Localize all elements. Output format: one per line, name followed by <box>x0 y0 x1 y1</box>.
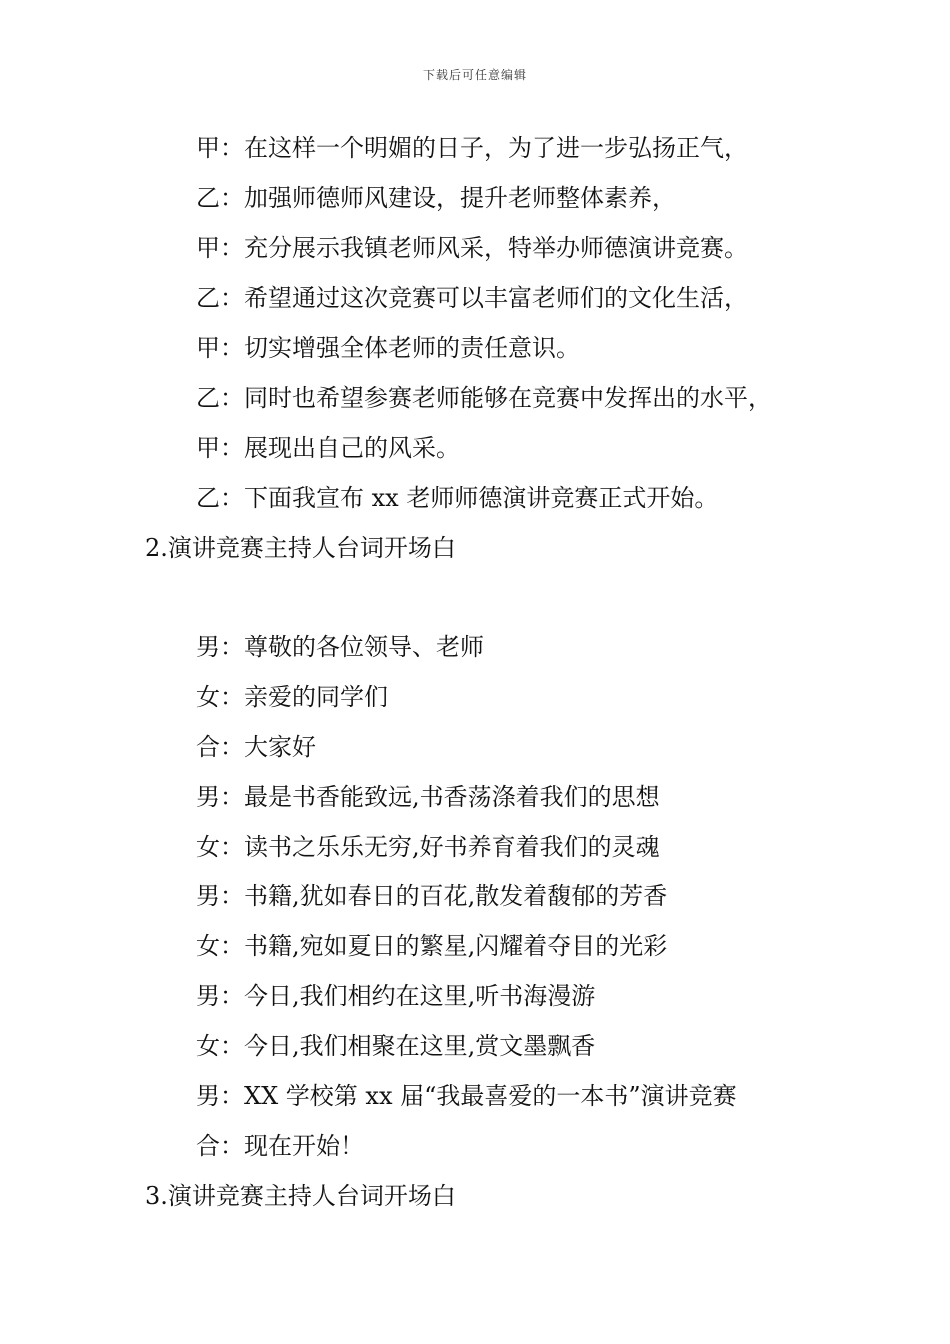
dialogue-line: 合：现在开始！ <box>196 1132 364 1160</box>
dialogue-line: 女：读书之乐乐无穷,好书养育着我们的灵魂 <box>196 833 660 861</box>
dialogue-line: 甲：在这样一个明媚的日子，为了进一步弘扬正气， <box>196 134 748 162</box>
dialogue-line: 乙：希望通过这次竞赛可以丰富老师们的文化生活， <box>196 284 748 312</box>
dialogue-line: 甲：切实增强全体老师的责任意识。 <box>196 334 580 362</box>
dialogue-line: 女：书籍,宛如夏日的繁星,闪耀着夺目的光彩 <box>196 932 668 960</box>
dialogue-line: 乙：同时也希望参赛老师能够在竞赛中发挥出的水平， <box>196 384 772 412</box>
dialogue-line: 乙：下面我宣布 xx 老师师德演讲竞赛正式开始。 <box>196 484 719 512</box>
dialogue-line: 合：大家好 <box>196 733 316 761</box>
dialogue-line: 女：亲爱的同学们 <box>196 683 388 711</box>
dialogue-line: 男：书籍,犹如春日的百花,散发着馥郁的芳香 <box>196 882 668 910</box>
dialogue-line: 甲：展现出自己的风采。 <box>196 434 460 462</box>
dialogue-line: 男：尊敬的各位领导、老师 <box>196 633 484 661</box>
dialogue-line: 男：最是书香能致远,书香荡涤着我们的思想 <box>196 783 660 811</box>
dialogue-line: 男：XX 学校第 xx 届“我最喜爱的一本书”演讲竞赛 <box>196 1082 737 1110</box>
dialogue-line: 女：今日,我们相聚在这里,赏文墨飘香 <box>196 1032 596 1060</box>
page-header: 下载后可任意编辑 <box>422 68 527 82</box>
section-2-heading: 2.演讲竞赛主持人台词开场白 <box>145 534 456 562</box>
dialogue-line: 甲：充分展示我镇老师风采，特举办师德演讲竞赛。 <box>196 234 748 262</box>
section-3-heading: 3.演讲竞赛主持人台词开场白 <box>145 1182 456 1210</box>
dialogue-line: 男：今日,我们相约在这里,听书海漫游 <box>196 982 596 1010</box>
dialogue-line: 乙：加强师德师风建设，提升老师整体素养， <box>196 184 676 212</box>
